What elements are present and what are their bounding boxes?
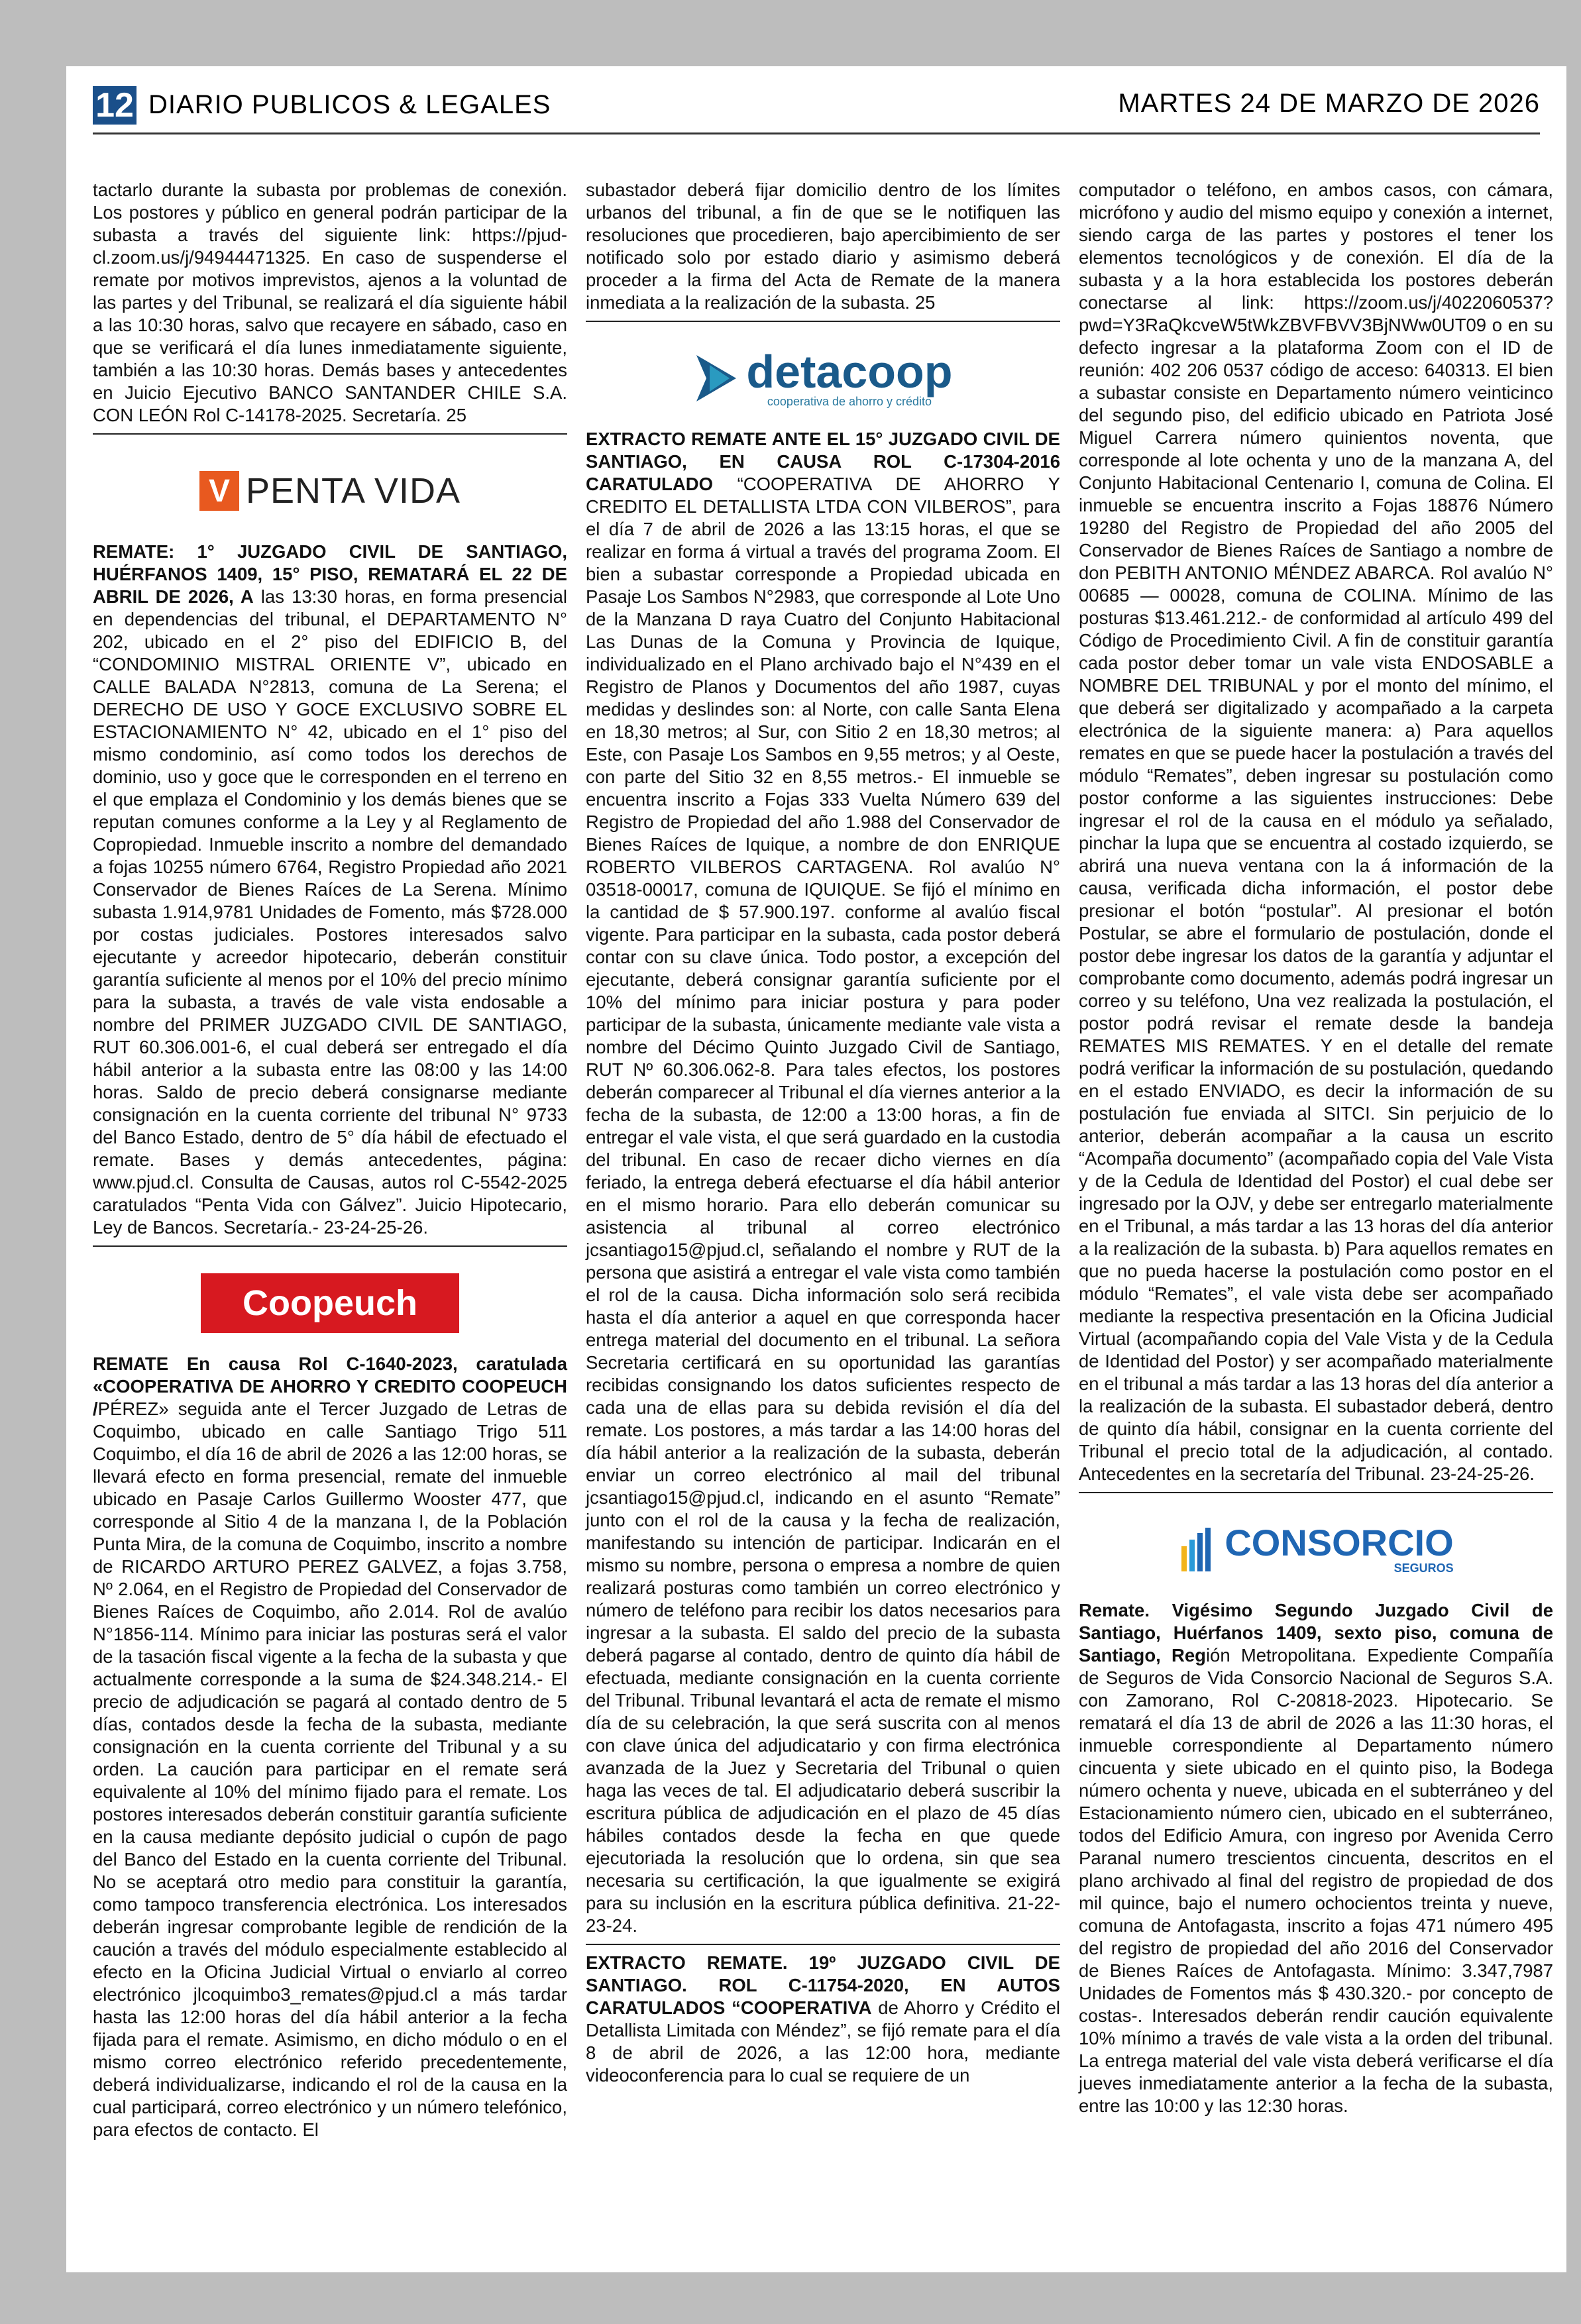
- remate-notice-pentavida: [93, 541, 567, 1239]
- remate-notice-consorcio: [1079, 1599, 1553, 2117]
- divider: [586, 1944, 1060, 1945]
- column-3: [1079, 179, 1553, 2117]
- consorcio-logo: [1079, 1500, 1553, 1599]
- detacoop-arrow-icon: [693, 352, 739, 405]
- remate-notice-19-juzgado: [586, 1952, 1060, 2087]
- detacoop-tagline: cooperativa de ahorro y crédito: [767, 394, 932, 408]
- notice-heading: EXTRACTO REMATE ANTE EL 15° JUZGADO CIVIL DE SANTIAGO, EN CAUSA ROL C-17304-2016 CARATULADO: [586, 429, 1060, 494]
- consorcio-tagline: SEGUROS: [1393, 1561, 1454, 1575]
- remate-notice-coopeuch: [93, 1353, 567, 2141]
- issue-date: MARTES 24 DE MARZO DE 2026: [1118, 89, 1540, 118]
- pentavida-v-icon: V: [199, 471, 239, 511]
- notice-heading: REMATE: 1° JUZGADO CIVIL DE SANTIAGO, HUÉRFANOS 1409, 15° PISO, REMATARÁ EL 22 DE ABRIL DE 2026, A: [93, 541, 567, 607]
- divider: [1079, 1492, 1553, 1493]
- continued-notice-text: computador o teléfono, en ambos casos, con cámara, micrófono y audio del mismo equipo y conexión a internet, siendo carga de las partes y postores el tener los elementos tecnológicos y de conexión. El día de la subasta y a la hora establecida los postores deberán conectarse al link: https://zoom.us/j/4022060537?pwd=Y3RaQkcveW5tWkZBVFBVV3BjNWw0UT09 o en su defecto ingresar a la plataforma Zoom con el ID de reunión: 402 206 0537 código de acceso: 640313. El bien a subastar consiste en Departamento número veinticinco del segundo piso, del edificio ubicado en Patriota José Miguel Carrera número quinientos noventa, que corresponde al lote ochenta y uno de la manzana A, del Conjunto Habitacional Centenario I, comuna de Colina. El inmueble se encuentra inscrito a Fojas 18876 Número 19280 del Registro de Propiedad del año 2005 del Conservador de Bienes Raíces de Santiago a nombre de don PEBITH ANTONIO MÉNDEZ ABARCA. Rol avalúo N° 00685 — 00028, comuna de COLINA. Mínimo de las posturas $13.461.212.- de conformidad al artículo 499 del Código de Procedimiento Civil. A fin de constituir garantía cada postor deber tomar un vale vista ENDOSABLE a NOMBRE DEL TRIBUNAL y por el monto del mínimo, el que deberá ser digitalizado y acompañado a la carpeta electrónica de la siguiente manera: a) Para aquellos remates en que se puede hacer la postulación a través del módulo “Remates”, deben ingresar su postulación como postor conforme a las siguientes instrucciones: Debe ingresar el rol de la causa en el módulo ya señalado, pinchar la lupa que se encuentra al costado izquierdo, se abrirá una nueva ventana con la á información de la causa, verificada dicha información, el postor debe presionar el botón “postular”. Al presionar el botón Postular, se abre el formulario de postulación, donde el postor debe ingresar los datos de la garantía y adjuntar el comprobante como documento, además podrá ingresar un correo y su teléfono, Una vez realizada la postulación, el postor podrá revisar el remate desde la bandeja REMATES MIS REMATES. Y en el detalle del remate podrá verificar la información de su postulación, quedando en el estado ENVIADO, es decir la información de su postulación fue enviada al SITCI. Sin perjuicio de lo anterior, deberán acompañar a la causa un escrito “Acompaña documento” (acompañado copia del Vale Vista y de la Cedula de Identidad del Postor) el cual debe ser ingresado por la OJV, y debe ser entregarlo materialmente en el Tribunal, a más tardar a las 13 horas del día anterior a la realización de la subasta. b) Para aquellos remates en que no pueda hacerse la postulación como postor en el módulo “Remates”, el vale vista debe ser acompañado mediante la respectiva presentación en la Oficina Judicial Virtual (acompañando copia del Vale Vista y de la Cedula de Identidad del Postor) y ser acompañado materialmente en el tribunal a más tardar a las 13 horas del día anterior a la realización de la subasta. El subastador deberá, dentro de quinto día hábil, consignar en la cuenta corriente del Tribunal el precio total de la adjudicación, al contado. Antecedentes en la secretaría del Tribunal. 23-24-25-26.: [1079, 180, 1553, 1484]
- notice-body: ión Metropolitana. Expediente Compañía de Seguros de Vida Consorcio Nacional de Seguros S.A. con Zamorano, Rol C-20818-2023. Hipotecario. Se rematará el día 13 de abril de 2026 a las 11:30 horas, el inmueble correspondiente al Departamento número cincuenta y siete ubicado en el quinto piso, la Bodega número ochenta y nueve, ubicada en el subterráneo y del Estacionamiento número cien, ubicado en el subterráneo, todos del Edificio Amura, con ingreso por Avenida Cerro Paranal numero trescientos cincuenta, descritos en el plano archivado al final del registro de propiedad de dos mil quince, bajo el numero ochocientos treinta y nueve, comuna de Antofagasta, inscrito a fojas 471 número 495 del registro de propiedad del año 2016 del Conservador de Bienes Raíces de Antofagasta. Mínimo: 3.347,7987 Unidades de Fomentos más $ 430.320.- por concepto de costas-. Interesados deberán rendir caución equivalente 10% mínimo a través de vale vista a la orden del tribunal. La entrega material del vale vista deberá verificarse el día jueves inmediatamente anterior a la fecha de la subasta, entre las 10:00 y las 12:30 horas.: [1079, 1645, 1554, 2116]
- continued-notice-text: tactarlo durante la subasta por problemas de conexión. Los postores y público en general podrán participar de la subasta a través del siguiente link: https://pjud-cl.zoom.us/j/94944471325. En caso de suspenderse el remate por motivos imprevistos, ajenos a la voluntad de las partes y del Tribunal, se realizará el día siguiente hábil a las 10:30 horas, salvo que recayere en sábado, caso en que se verificará el día lunes inmediatamente siguiente, también a las 10:30 horas. Demás bases y antecedentes en Juicio Ejecutivo BANCO SANTANDER CHILE S.A. CON LEÓN Rol C-14178-2025. Secretaría. 25: [93, 180, 567, 425]
- page-header: [93, 86, 1540, 126]
- continued-notice-text: subastador deberá fijar domicilio dentro de los límites urbanos del tribunal, a fin de que se le notifiquen las resoluciones que procedieren, bajo apercibimiento de ser notificado solo por estado diario y asimismo deberá proceder a la firma del Acta de Remate de la manera inmediata a la realización de la subasta. 25: [586, 180, 1060, 313]
- notice-heading: REMATE En causa Rol C-1640-2023, caratulada «COOPERATIVA DE AHORRO Y CREDITO COOPEUCH /: [93, 1353, 567, 1419]
- coopeuch-logo-text: Coopeuch: [201, 1273, 459, 1333]
- divider: [93, 1245, 567, 1247]
- consorcio-logo-text: CONSORCIO: [1225, 1521, 1454, 1563]
- pentavida-logo-text: PENTA VIDA: [245, 471, 461, 511]
- notice-body: PÉREZ» seguida ante el Tercer Juzgado de Letras de Coquimbo, ubicado en calle Santiago Trigo 511 Coquimbo, el día 16 de abril de 2026 a las 12:00 horas, se llevará efecto en forma presencial, remate del inmueble ubicado en Pasaje Carlos Guillermo Wooster 477, que corresponde al Sitio 4 de la manzana I, de la Población Punta Mira, de la comuna de Coquimbo, inscrito a nombre de RICARDO ARTURO PEREZ GALVEZ, a fojas 3.758, Nº 2.064, en el Registro de Propiedad del Conservador de Bienes Raíces de Coquimbo, año 2.014. Rol de avalúo N°1856-114. Mínimo para iniciar las posturas será el valor de la tasación fiscal vigente a la fecha de la subasta y que actualmente corresponde a la suma de $24.348.214.- El precio de adjudicación se pagará al contado dentro de 5 días, contados desde la fecha de la subasta, mediante consignación en la cuenta corriente del Tribunal y a su orden. La caución para participar en el remate será equivalente al 10% del mínimo fijado para el remate. Los postores interesados deberán constituir garantía suficiente en la causa mediante depósito judicial o cupón de pago del Banco del Estado en la cuenta corriente del Tribunal. No se aceptará otro medio para constituir la garantía, como tampoco transferencia electrónica. Los interesados deberán ingresar comprobante legible de rendición de la caución a través del módulo especialmente establecido al efecto en la Oficina Judicial Virtual o enviarlo al correo electrónico jlcoquimbo3_remates@pjud.cl a más tardar hasta las 12:00 horas del día hábil anterior a la fecha fijada para el remate. Asimismo, en dicho módulo o en el mismo correo electrónico referido precedentemente, deberá individualizarse, indicando el rol de la causa en la cual participará, correo electrónico y un número telefónico, para efectos de contacto. El: [93, 1399, 567, 2140]
- notice-body: “COOPERATIVA DE AHORRO Y CREDITO EL DETALLISTA LTDA CON VILBEROS”, para el día 7 de abril de 2026 a las 13:15 horas, el que se realizar en forma á virtual a través del programa Zoom. El bien a subastar corresponde a Propiedad ubicada en Pasaje Los Sambos N°2983, que corresponde al Lote Uno de la Manzana D raya Cuatro del Conjunto Habitacional Las Dunas de la Comuna y Provincia de Iquique, individualizado en el Plano archivado bajo el N°439 en el Registro de Planos y Documentos del año 1987, cuyas medidas y deslindes son: al Norte, con calle Santa Elena en 18,30 metros; al Sur, con Sitio 2 en 18,30 metros; al Este, con Pasaje Los Sambos en 9,55 metros; y al Oeste, con parte del Sitio 32 en 8,55 metros.- El inmueble se encuentra inscrito a Fojas 333 Vuelta Número 639 del Registro de Propiedad del año 1.988 del Conservador de Bienes Raíces de Iquique, a nombre de don ENRIQUE ROBERTO VILBEROS CARTAGENA. Rol avalúo N° 03518-00017, comuna de IQUIQUE. Se fijó el mínimo en la cantidad de $ 57.900.197. conforme al avalúo fiscal vigente. Para participar en la subasta, cada postor deberá contar con su clave única. Todo postor, a excepción del ejecutante, deberá consignar garantía suficiente por el 10% del mínimo para iniciar postura y para poder participar de la subasta, únicamente mediante vale vista a nombre del Décimo Quinto Juzgado Civil de Santiago, RUT Nº 60.306.062-8. Para tales efectos, los postores deberán comparecer al Tribunal el día viernes anterior a la fecha de la subasta, de 12:00 a 13:00 horas, a fin de entregar el vale vista, el que será guardado en la custodia del tribunal. En caso de recaer dicho viernes en día feriado, la entrega deberá efectuarse el día hábil anterior en el mismo horario. Para ello deberán comunicar su asistencia al tribunal al correo electrónico jcsantiago15@pjud.cl, señalando el nombre y RUT de la persona que asistirá a entregar el vale vista como también el rol de la causa. Dicha información solo será recibida hasta el día anterior a aquel en que corresponda hacer entrega material del documento en el tribunal. La señora Secretaria certificará en su oportunidad las garantías recibidas consignando los datos suficientes respecto de cada una de ellas para su debida revisión el día del remate. Los postores, a más tardar a las 14:00 horas del día hábil anterior a la realización de la subasta, deberán enviar un correo electrónico al mail del tribunal jcsantiago15@pjud.cl, indicando en el asunto “Remate” junto con el rol de la causa y la fecha de realización, manifestando su intención de participar. Indicarán en el mismo su nombre, persona o empresa a nombre de quien realizará posturas como también un correo electrónico y número de teléfono para recibir los datos necesarios para ingresar a la subasta. El saldo del precio de la subasta deberá pagarse al contado, dentro de quinto día hábil de efectuada, mediante consignación en la cuenta corriente del Tribunal. Tribunal levantará el acta de remate el mismo día de su celebración, la que será suscrita con al menos con clave única del adjudicatario y con firma electrónica avanzada de la Juez y Secretaria del Tribunal o quien haga las veces de tal. El adjudicatario deberá suscribir la escritura pública de adjudicación en el plazo de 45 días hábiles contados desde la fecha en que quede ejecutoriada la resolución que lo ordena, sin que sea necesaria su certificación, la que igualmente se exigirá para su inclusión en la escritura pública definitiva. 21-22-23-24.: [586, 474, 1060, 1936]
- page-number: 12: [93, 86, 136, 125]
- detacoop-logo-text: detacoop: [746, 345, 953, 397]
- header-divider: [93, 132, 1540, 134]
- newspaper-page: [66, 66, 1566, 2272]
- notice-body: las 13:30 horas, en forma presencial en dependencias del tribunal, el DEPARTAMENTO N° 202, ubicado en el 2° piso del EDIFICIO B, del “CONDOMINIO MISTRAL ORIENTE V”, ubicado en CALLE BALADA N°2813, comuna de La Serena; el DERECHO DE USO Y GOCE EXCLUSIVO SOBRE EL ESTACIONAMIENTO N° 42, ubicado en el 1° piso del mismo condominio, así como todos los derechos de dominio, uso y goce que le corresponden en el terreno en el que emplaza el Condominio y los demás bienes que se reputan comunes conforme a la Ley y al Reglamento de Copropiedad. Inmueble inscrito a nombre del demandado a fojas 10255 número 6764, Registro Propiedad año 2021 Conservador de Bienes Raíces de La Serena. Mínimo subasta 1.914,9781 Unidades de Fomento, más $728.000 por costas judiciales. Postores interesados salvo ejecutante y acreedor hipotecario, deberán constituir garantía suficiente al menos por el 10% del precio mínimo para la subasta, a través de vale vista endosable a nombre del PRIMER JUZGADO CIVIL DE SANTIAGO, RUT 60.306.001-6, el cual deberá ser entregado el día hábil anterior a la subasta entre las 08:00 y las 14:00 horas. Saldo de precio deberá consignarse mediante consignación en la cuenta corriente del tribunal N° 9733 del Banco Estado, dentro de 5° día hábil de efectuado el remate. Bases y demás antecedentes, página: www.pjud.cl. Consulta de Causas, autos rol C-5542-2025 caratulados “Penta Vida con Gálvez”. Juicio Hipotecario, Ley de Bancos. Secretaría.- 23-24-25-26.: [93, 586, 567, 1238]
- notice-body: de Ahorro y Crédito el Detallista Limitada con Méndez”, se fijó remate para el día 8 de abril de 2026, a las 12:00 hora, mediante videoconferencia para lo cual se requiere de un: [586, 1997, 1060, 2086]
- divider: [93, 433, 567, 435]
- detacoop-logo: [586, 329, 1060, 428]
- remate-notice-detacoop: [586, 428, 1060, 1937]
- pentavida-logo: [93, 441, 567, 541]
- notice-heading: EXTRACTO REMATE. 19º JUZGADO CIVIL DE SANTIAGO. ROL C-11754-2020, EN AUTOS CARATULADOS “COOPERATIVA: [586, 1952, 1060, 2018]
- coopeuch-logo: [93, 1253, 567, 1353]
- divider: [586, 321, 1060, 322]
- notice-heading: Remate. Vigésimo Segundo Juzgado Civil de Santiago, Huérfanos 1409, sexto piso, comuna de Santiago, Reg: [1079, 1600, 1553, 1665]
- newspaper-title: DIARIO PUBLICOS & LEGALES: [148, 90, 551, 119]
- column-1: [93, 179, 567, 2141]
- column-2: [586, 179, 1060, 2087]
- consorcio-building-icon: [1178, 1526, 1218, 1573]
